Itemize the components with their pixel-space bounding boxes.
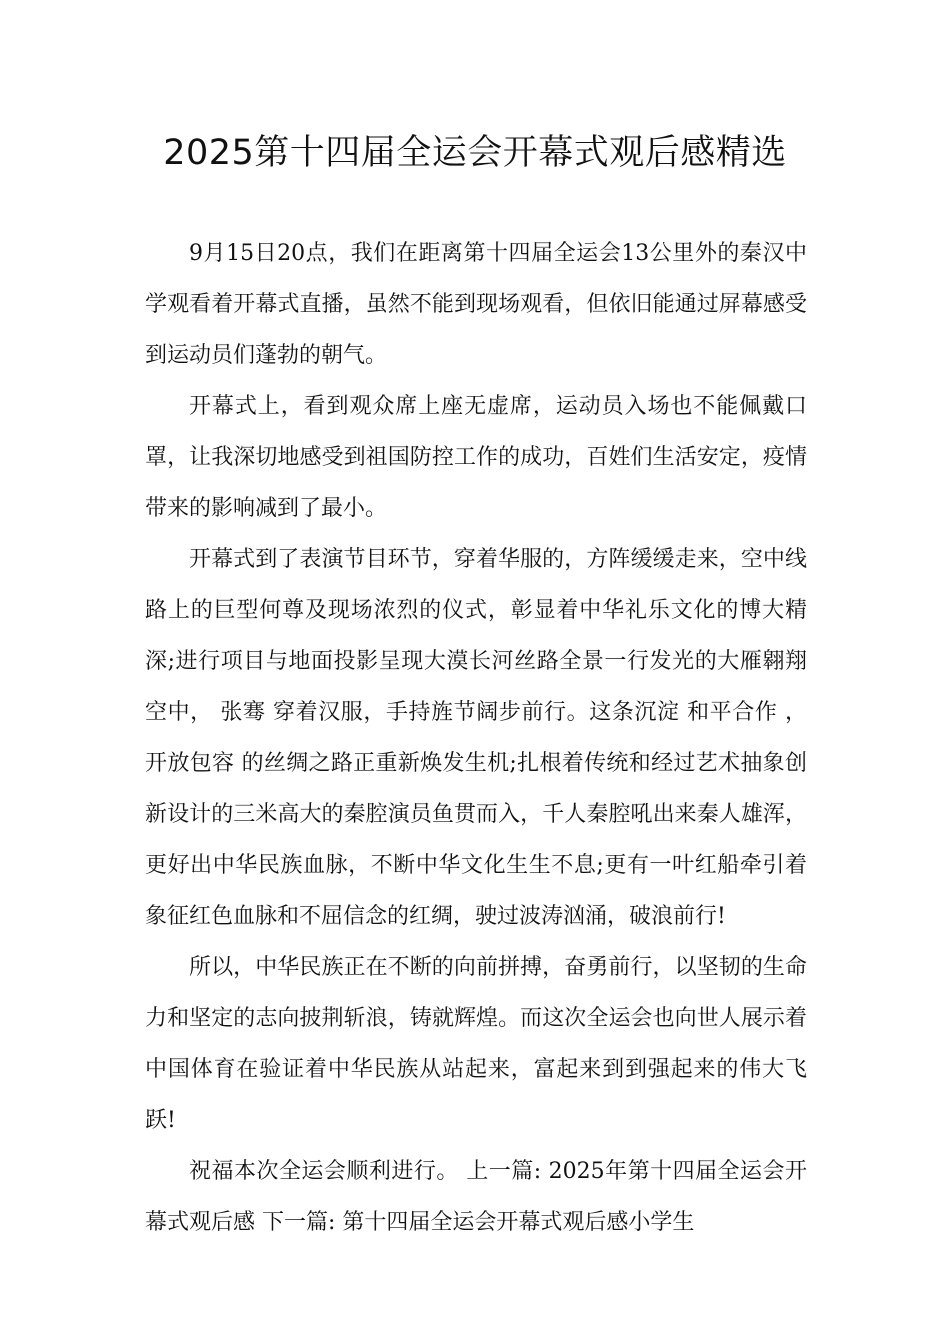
paragraph-3: 开幕式到了表演节目环节，穿着华服的，方阵缓缓走来，空中线路上的巨型何尊及现场浓烈的仪式，彰显着中华礼乐文化的博大精深;进行项目与地面投影呈现大漠长河丝路全景一行发光的大雁翱翔空中， 张骞 穿着汉服，手持旌节阔步前行。这条沉淀 和平合作 ， 开放包容 的丝绸之路正重新焕发生机;扎根着传统和经过艺术抽象创新设计的三米高大的秦腔演员鱼贯而入，千人秦腔吼出来秦人雄浑，更好出中华民族血脉，不断中华文化生生不息;更有一叶红船牵引着象征红色血脉和不屈信念的红绸，驶过波涛汹涌，破浪前行! (145, 547, 807, 929)
paragraph-1: 9月15日20点，我们在距离第十四届全运会13公里外的秦汉中学观看着开幕式直播，虽然不能到现场观看，但依旧能通过屏幕感受到运动员们蓬勃的朝气。 (145, 241, 807, 368)
paragraph-2: 开幕式上，看到观众席上座无虚席，运动员入场也不能佩戴口罩，让我深切地感受到祖国防控工作的成功，百姓们生活安定，疫情带来的影响减到了最小。 (145, 394, 807, 521)
document-title: 2025第十四届全运会开幕式观后感精选 (163, 133, 787, 173)
paragraph-4: 所以，中华民族正在不断的向前拼搏，奋勇前行，以坚韧的生命力和坚定的志向披荆斩浪，铸就辉煌。而这次全运会也向世人展示着中国体育在验证着中华民族从站起来，富起来到到强起来的伟大飞跃! (145, 955, 807, 1133)
document-body (145, 228, 807, 1248)
paragraph-5: 祝福本次全运会顺利进行。 上一篇: 2025年第十四届全运会开幕式观后感 下一篇: 第十四届全运会开幕式观后感小学生 (145, 1159, 807, 1235)
